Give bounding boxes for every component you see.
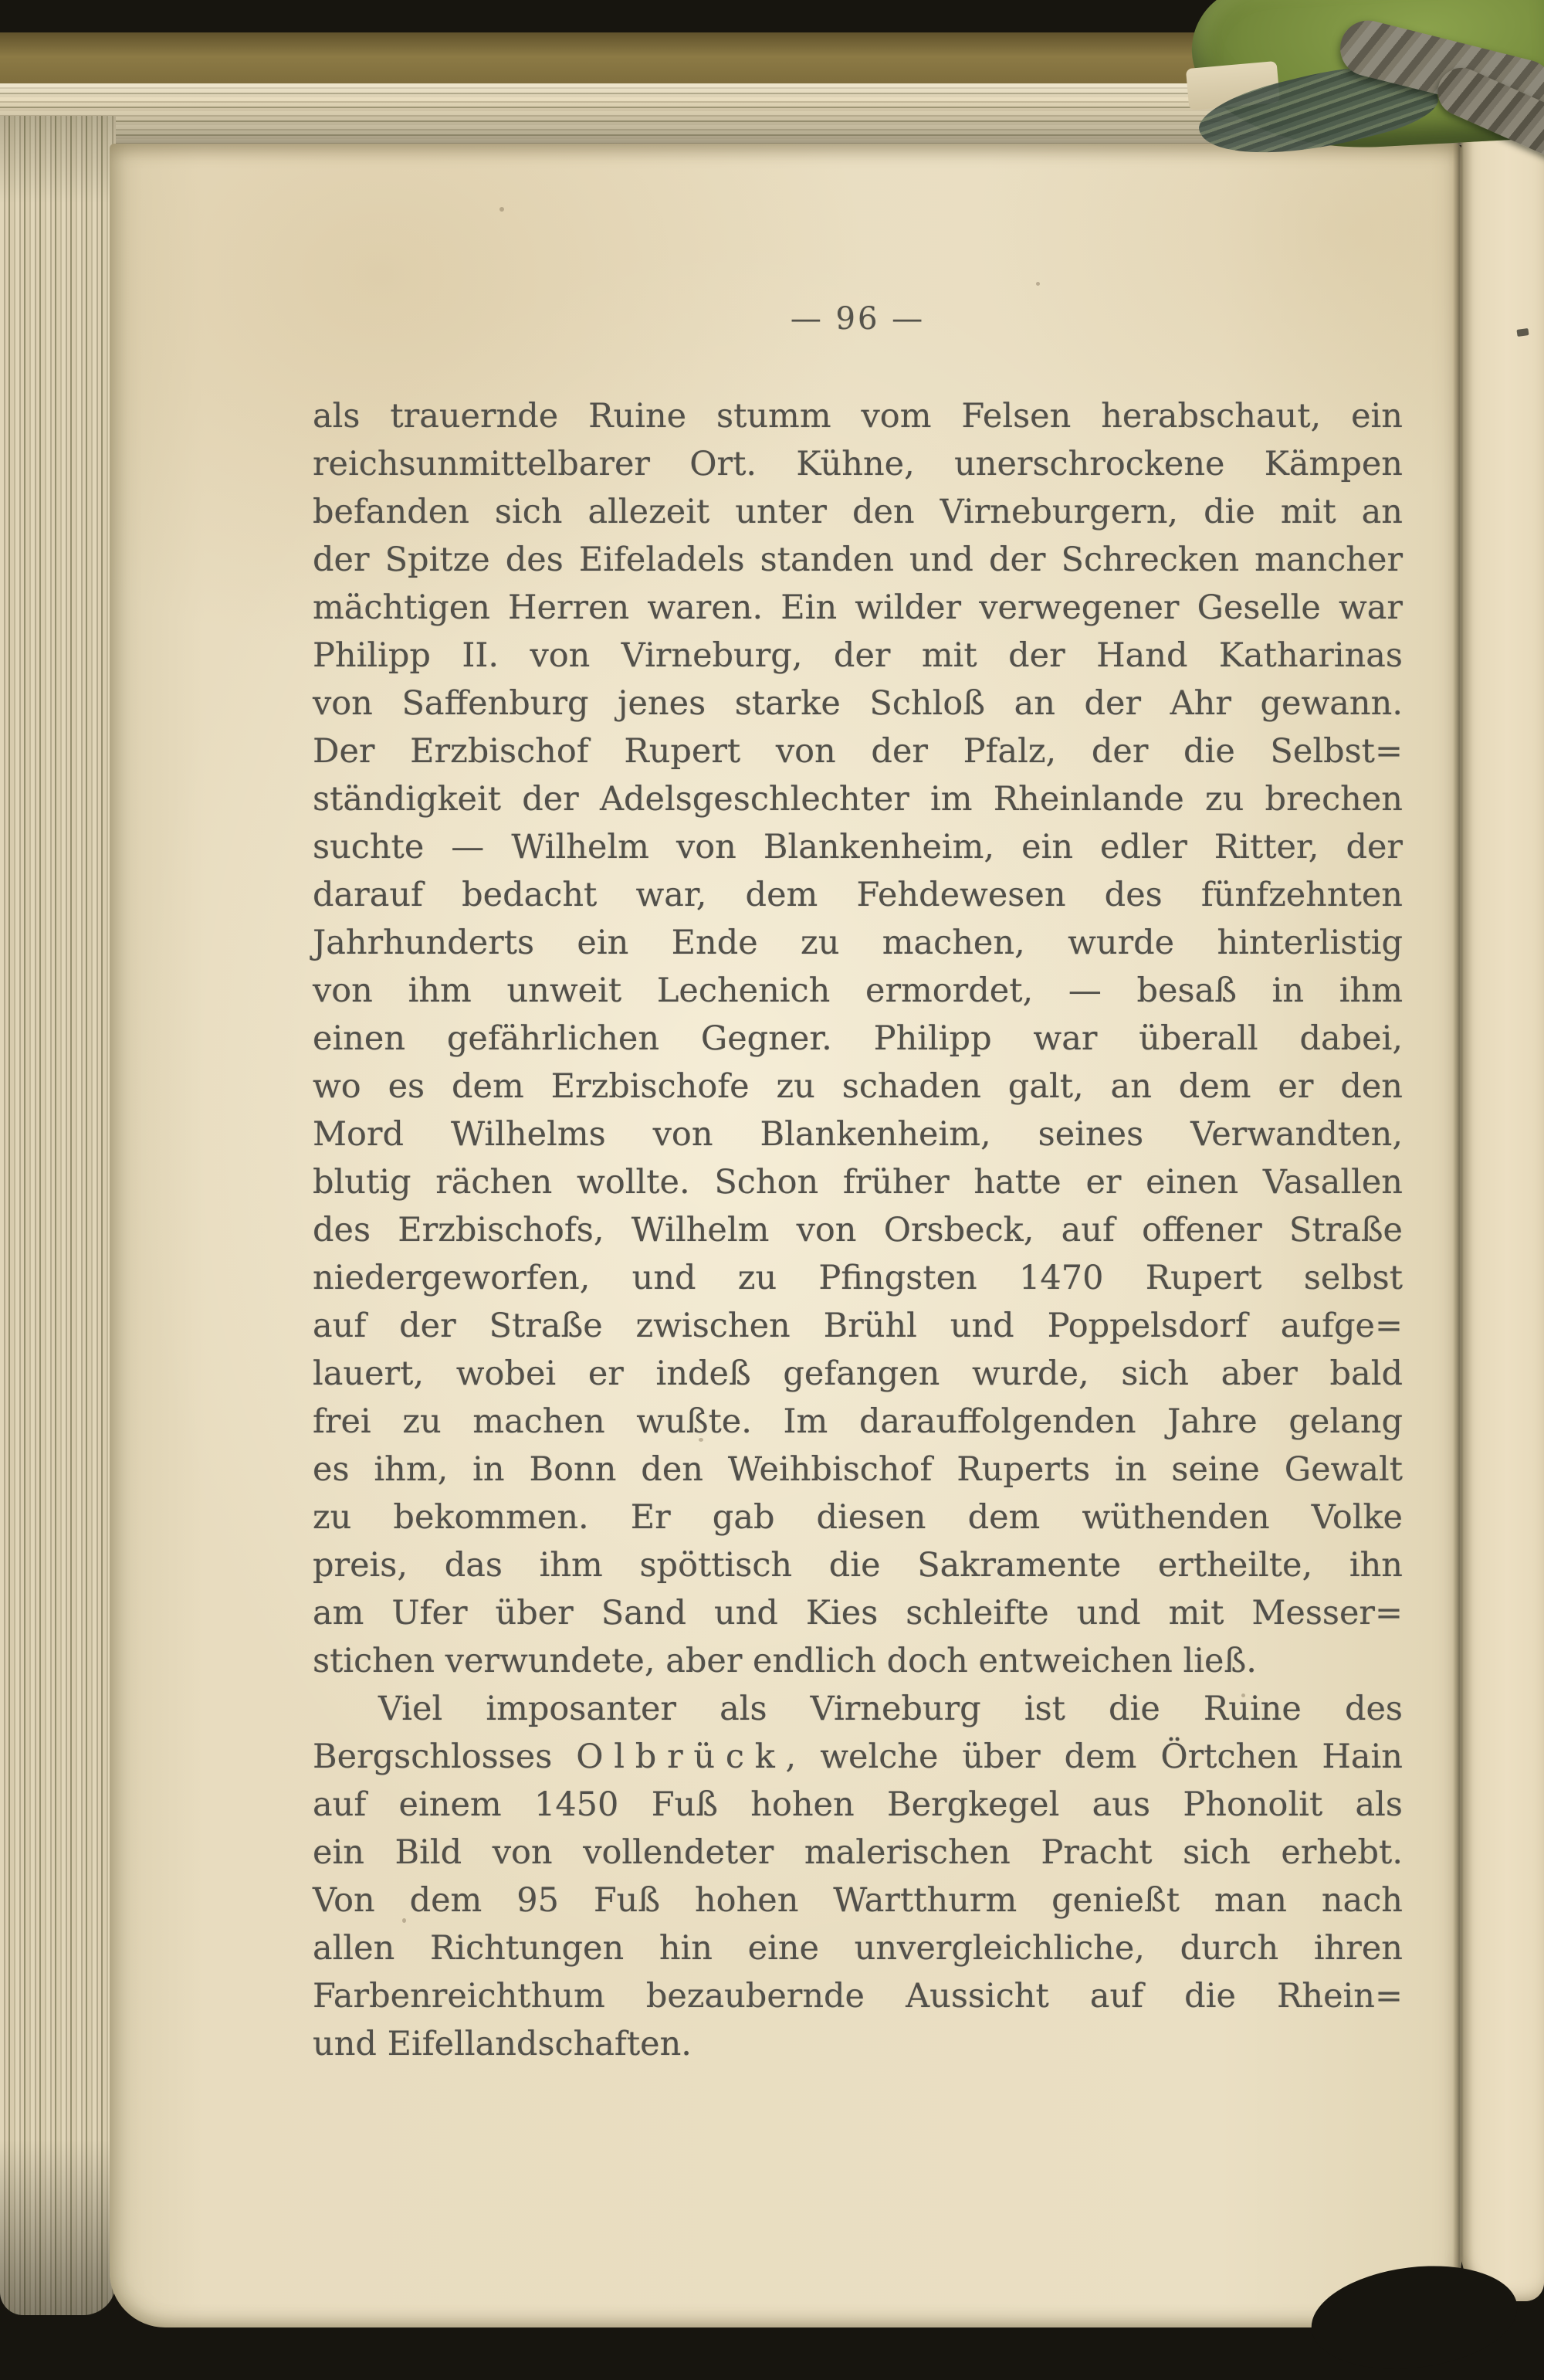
text-segment: , welche über dem Örtchen Hain xyxy=(785,1738,1403,1776)
text-line xyxy=(313,967,1403,1015)
paper-speck xyxy=(699,1438,703,1442)
text-line xyxy=(313,871,1403,919)
text-line xyxy=(313,1877,1403,1924)
text-line xyxy=(313,1446,1403,1493)
text-segment: stichen verwundete, aber endlich doch entweichen ließ. xyxy=(313,1642,1257,1680)
text-segment: Mord Wilhelms von Blankenheim, seines Verwandten, xyxy=(313,1115,1403,1154)
text-line xyxy=(313,1206,1403,1254)
text-line xyxy=(313,1972,1403,2020)
text-line xyxy=(313,1589,1403,1637)
text-segment: wo es dem Erzbischofe zu schaden galt, an dem er den xyxy=(313,1067,1403,1106)
text-line xyxy=(313,1110,1403,1158)
text-segment: es ihm, in Bonn den Weihbischof Ruperts in seine Gewalt xyxy=(313,1450,1403,1489)
text-line xyxy=(313,1254,1403,1302)
text-segment: und Eifellandschaften. xyxy=(313,2025,692,2063)
text-segment: reichsunmittelbarer Ort. Kühne, unerschrockene Kämpen xyxy=(313,445,1403,483)
paper-speck xyxy=(1241,1693,1245,1697)
text-line xyxy=(313,488,1403,536)
book-page xyxy=(110,144,1462,2327)
adjacent-page-edge xyxy=(1461,130,1544,2301)
text-segment: suchte — Wilhelm von Blankenheim, ein edler Ritter, der xyxy=(313,828,1403,866)
text-segment: von Saffenburg jenes starke Schloß an der Ahr gewann. xyxy=(313,684,1403,723)
text-segment: Der Erzbischof Rupert von der Pfalz, der die Selbst= xyxy=(313,732,1403,771)
gutter-crease xyxy=(1453,133,1464,2295)
text-segment: befanden sich allezeit unter den Virneburgern, die mit an xyxy=(313,493,1403,531)
text-segment: Viel imposanter als Virneburg ist die Ruine des xyxy=(378,1690,1403,1728)
text-line xyxy=(313,680,1403,727)
letterspaced-word: Olbrück xyxy=(576,1738,786,1776)
text-line xyxy=(313,823,1403,871)
text-segment: Jahrhunderts ein Ende zu machen, wurde hinterlistig xyxy=(313,924,1403,962)
text-segment: Von dem 95 Fuß hohen Wartthurm genießt man nach xyxy=(313,1881,1403,1920)
text-line xyxy=(313,536,1403,584)
text-segment: der Spitze des Eifeladels standen und der Schrecken mancher xyxy=(313,541,1403,579)
paper-speck xyxy=(1036,282,1040,286)
ink-mark xyxy=(1516,328,1529,337)
text-line xyxy=(313,1398,1403,1446)
text-line xyxy=(313,440,1403,488)
text-line xyxy=(313,1302,1403,1350)
text-line xyxy=(313,1493,1403,1541)
text-segment: preis, das ihm spöttisch die Sakramente ertheilte, ihn xyxy=(313,1546,1403,1585)
text-line xyxy=(313,2020,1403,2068)
text-segment: von ihm unweit Lechenich ermordet, — besaß in ihm xyxy=(313,971,1403,1010)
paper-speck xyxy=(402,1918,406,1923)
text-segment: darauf bedacht war, dem Fehdewesen des fünfzehnten xyxy=(313,876,1403,914)
text-line xyxy=(313,1158,1403,1206)
text-segment: des Erzbischofs, Wilhelm von Orsbeck, auf offener Straße xyxy=(313,1211,1403,1249)
text-line xyxy=(313,1015,1403,1063)
text-segment: auf der Straße zwischen Brühl und Poppelsdorf aufge= xyxy=(313,1307,1403,1345)
text-segment: ein Bild von vollendeter malerischen Pracht sich erhebt. xyxy=(313,1833,1403,1872)
page-text-block xyxy=(313,392,1403,2068)
text-line xyxy=(313,1924,1403,1972)
text-segment: blutig rächen wollte. Schon früher hatte er einen Vasallen xyxy=(313,1163,1403,1202)
text-segment: Philipp II. von Virneburg, der mit der Hand Katharinas xyxy=(313,636,1403,675)
text-line xyxy=(313,1350,1403,1398)
paper-speck xyxy=(499,207,504,212)
text-line xyxy=(313,919,1403,967)
text-line xyxy=(313,584,1403,632)
text-segment: einen gefährlichen Gegner. Philipp war überall dabei, xyxy=(313,1019,1403,1058)
text-line xyxy=(313,1733,1403,1781)
text-line xyxy=(313,1637,1403,1685)
text-segment: mächtigen Herren waren. Ein wilder verwegener Geselle war xyxy=(313,588,1403,627)
text-segment: niedergeworfen, und zu Pfingsten 1470 Rupert selbst xyxy=(313,1259,1403,1297)
page-stack-left-edges xyxy=(0,116,116,2315)
text-segment: am Ufer über Sand und Kies schleifte und mit Messer= xyxy=(313,1594,1403,1632)
text-line xyxy=(313,775,1403,823)
text-segment: ständigkeit der Adelsgeschlechter im Rheinlande zu brechen xyxy=(313,780,1403,819)
text-segment: als trauernde Ruine stumm vom Felsen herabschaut, ein xyxy=(313,397,1403,436)
page-number: — 96 — xyxy=(790,301,926,337)
text-line xyxy=(313,1685,1403,1733)
text-line xyxy=(313,392,1403,440)
text-line xyxy=(313,727,1403,775)
text-segment: Bergschlosses xyxy=(313,1738,577,1776)
text-segment: zu bekommen. Er gab diesen dem wüthenden Volke xyxy=(313,1498,1403,1537)
text-line xyxy=(313,632,1403,680)
text-segment: auf einem 1450 Fuß hohen Bergkegel aus Phonolit als xyxy=(313,1785,1403,1824)
text-segment: Farbenreichthum bezaubernde Aussicht auf die Rhein= xyxy=(313,1977,1403,2016)
text-line xyxy=(313,1541,1403,1589)
text-segment: lauert, wobei er indeß gefangen wurde, sich aber bald xyxy=(313,1354,1403,1393)
text-line xyxy=(313,1063,1403,1110)
text-segment: frei zu machen wußte. Im darauffolgenden Jahre gelang xyxy=(313,1402,1403,1441)
text-segment: allen Richtungen hin eine unvergleichliche, durch ihren xyxy=(313,1929,1403,1968)
text-line xyxy=(313,1781,1403,1829)
text-line xyxy=(313,1829,1403,1877)
